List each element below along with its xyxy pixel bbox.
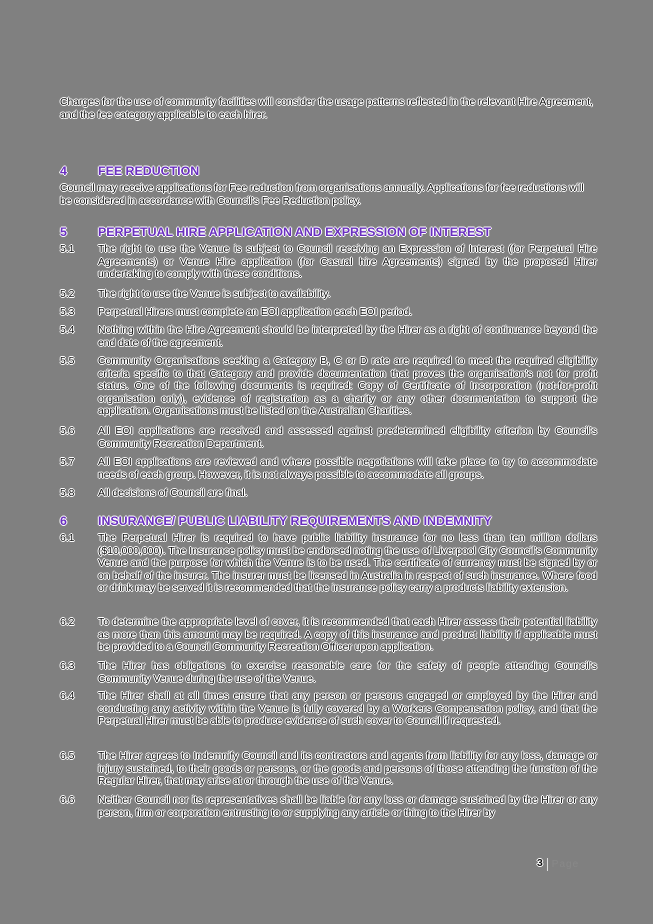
clause-number: 6.6 bbox=[60, 795, 75, 806]
clause-text: The Hirer agrees to Indemnify Council and its contractors and agents from liability for any loss, damage or injury sustained, to their goods or persons, or the goods and persons of those attending the function of the Regular Hirer, that may arise at or through the use of the Venue. bbox=[98, 751, 597, 788]
clause-text: All EOI applications are reviewed and where possible negotiations will take place to try to accommodate needs of each group. However, it is not always possible to accommodate all groups. bbox=[98, 457, 597, 481]
clause-text: Nothing within the Hire Agreement should be interpreted by the Hirer as a right of continuance beyond the end date of the agreement. bbox=[98, 325, 597, 349]
clause-5-2 bbox=[60, 289, 597, 302]
clause-5-6 bbox=[60, 426, 597, 451]
section-number: 6 bbox=[60, 514, 67, 528]
section-title: PERPETUAL HIRE APPLICATION AND EXPRESSION OF INTEREST bbox=[98, 225, 492, 239]
clause-number: 6.4 bbox=[60, 691, 75, 702]
section-number: 4 bbox=[60, 164, 67, 178]
clause-text: The Perpetual Hirer is required to have public liability insurance for no less than ten million dollars ($10,000,000). The Insurance policy must be endorsed noting the use of Liverpool City Council's Community Venue and the purpose for which the Venue is to be used. The certificate of currency must be signed by or on behalf of the insurer. The insurer must be licensed in Australia in respect of such insurance. Where food or drink may be served it is recommended that the insurance policy carry a products liability extension. bbox=[98, 533, 597, 595]
clause-number: 5.5 bbox=[60, 356, 75, 367]
section-heading-4 bbox=[60, 164, 600, 178]
section-title: FEE REDUCTION bbox=[98, 164, 200, 178]
clause-6-1 bbox=[60, 533, 597, 596]
clause-text: The Hirer shall at all times ensure that any person or persons engaged or employed by the Hirer and conducting any activity within the Venue is fully covered by a Workers Compensation policy, and that the Perpetual Hirer must be able to produce evidence of such cover to Council if requested. bbox=[98, 691, 597, 728]
clause-6-4 bbox=[60, 691, 597, 729]
clause-5-8 bbox=[60, 488, 597, 501]
clause-number: 5.7 bbox=[60, 457, 75, 468]
section-heading-6 bbox=[60, 514, 600, 528]
clause-text: The Hirer has obligations to exercise reasonable care for the safety of people attending Council's Community Venue during the use of the Venue. bbox=[98, 661, 597, 685]
clause-6-5 bbox=[60, 751, 597, 789]
section-heading-5 bbox=[60, 225, 600, 239]
clause-5-7 bbox=[60, 457, 597, 482]
intro-paragraph: Charges for the use of community facilities will consider the usage patterns reflected in the relevant Hire Agreement, and the fee category applicable to each hirer. bbox=[60, 97, 594, 121]
clause-number: 6.3 bbox=[60, 661, 75, 672]
clause-text: Neither Council nor its representatives shall be liable for any loss or damage sustained by the Hirer or any person, firm or corporation entrusting to or supplying any article or thing to the Hirer by bbox=[98, 795, 597, 819]
clause-number: 5.1 bbox=[60, 244, 75, 255]
page-footer bbox=[537, 858, 579, 871]
clause-number: 5.3 bbox=[60, 307, 75, 318]
clause-number: 5.2 bbox=[60, 289, 75, 300]
clause-text: Perpetual Hirers must complete an EOI application each EOI period. bbox=[98, 307, 413, 318]
clause-5-3 bbox=[60, 307, 597, 320]
page-number: 3 bbox=[537, 858, 543, 870]
clause-6-3 bbox=[60, 661, 597, 686]
section-title: INSURANCE/ PUBLIC LIABILITY REQUIREMENTS AND INDEMNITY bbox=[98, 514, 492, 528]
clause-5-5 bbox=[60, 356, 597, 419]
clause-text: All decisions of Council are final. bbox=[98, 488, 248, 499]
footer-divider bbox=[547, 858, 548, 871]
clause-6-2 bbox=[60, 617, 597, 655]
section-4-body: Council may receive applications for Fee reduction from organisations annually. Applications for fee reductions will be considered in accordance with Council's Fee Reduction policy. bbox=[60, 183, 584, 207]
section-number: 5 bbox=[60, 225, 67, 239]
clause-number: 6.1 bbox=[60, 533, 75, 544]
clause-number: 5.8 bbox=[60, 488, 75, 499]
clause-text: Community Organisations seeking a Category B, C or D rate are required to meet the required eligibility criteria specific to that Category and provide documentation that proves the organisation's not for profit status. One of the following documents is required: Copy of Certificate of Incorporation (not-for-profit organisation only), evidence of registration as a charity or any other documentation to support the application. Organisations must be listed on the Australian Charities. bbox=[98, 356, 597, 418]
clause-number: 5.4 bbox=[60, 325, 75, 336]
clause-number: 5.6 bbox=[60, 426, 75, 437]
clause-number: 6.2 bbox=[60, 617, 75, 628]
clause-number: 6.5 bbox=[60, 751, 75, 762]
clause-text: The right to use the Venue is subject to Council receiving an Expression of Interest (for Perpetual Hire Agreements) or Venue Hire application (for Casual hire Agreements) signed by the proposed Hirer undertaking to comply with these conditions. bbox=[98, 244, 597, 281]
clause-text: All EOI applications are received and assessed against predetermined eligibility criterion by Council's Community Recreation Department. bbox=[98, 426, 597, 450]
clause-text: To determine the appropriate level of cover, it is recommended that each Hirer assess their potential liability as more than this amount may be required. A copy of this insurance and product liability if applicable must be provided to a Council Community Recreation Officer upon application. bbox=[98, 617, 597, 654]
clause-6-6 bbox=[60, 795, 597, 820]
page-label: Page bbox=[551, 859, 580, 870]
clause-text: The right to use the Venue is subject to availability. bbox=[98, 289, 331, 300]
clause-5-4 bbox=[60, 325, 597, 350]
clause-5-1 bbox=[60, 244, 597, 282]
